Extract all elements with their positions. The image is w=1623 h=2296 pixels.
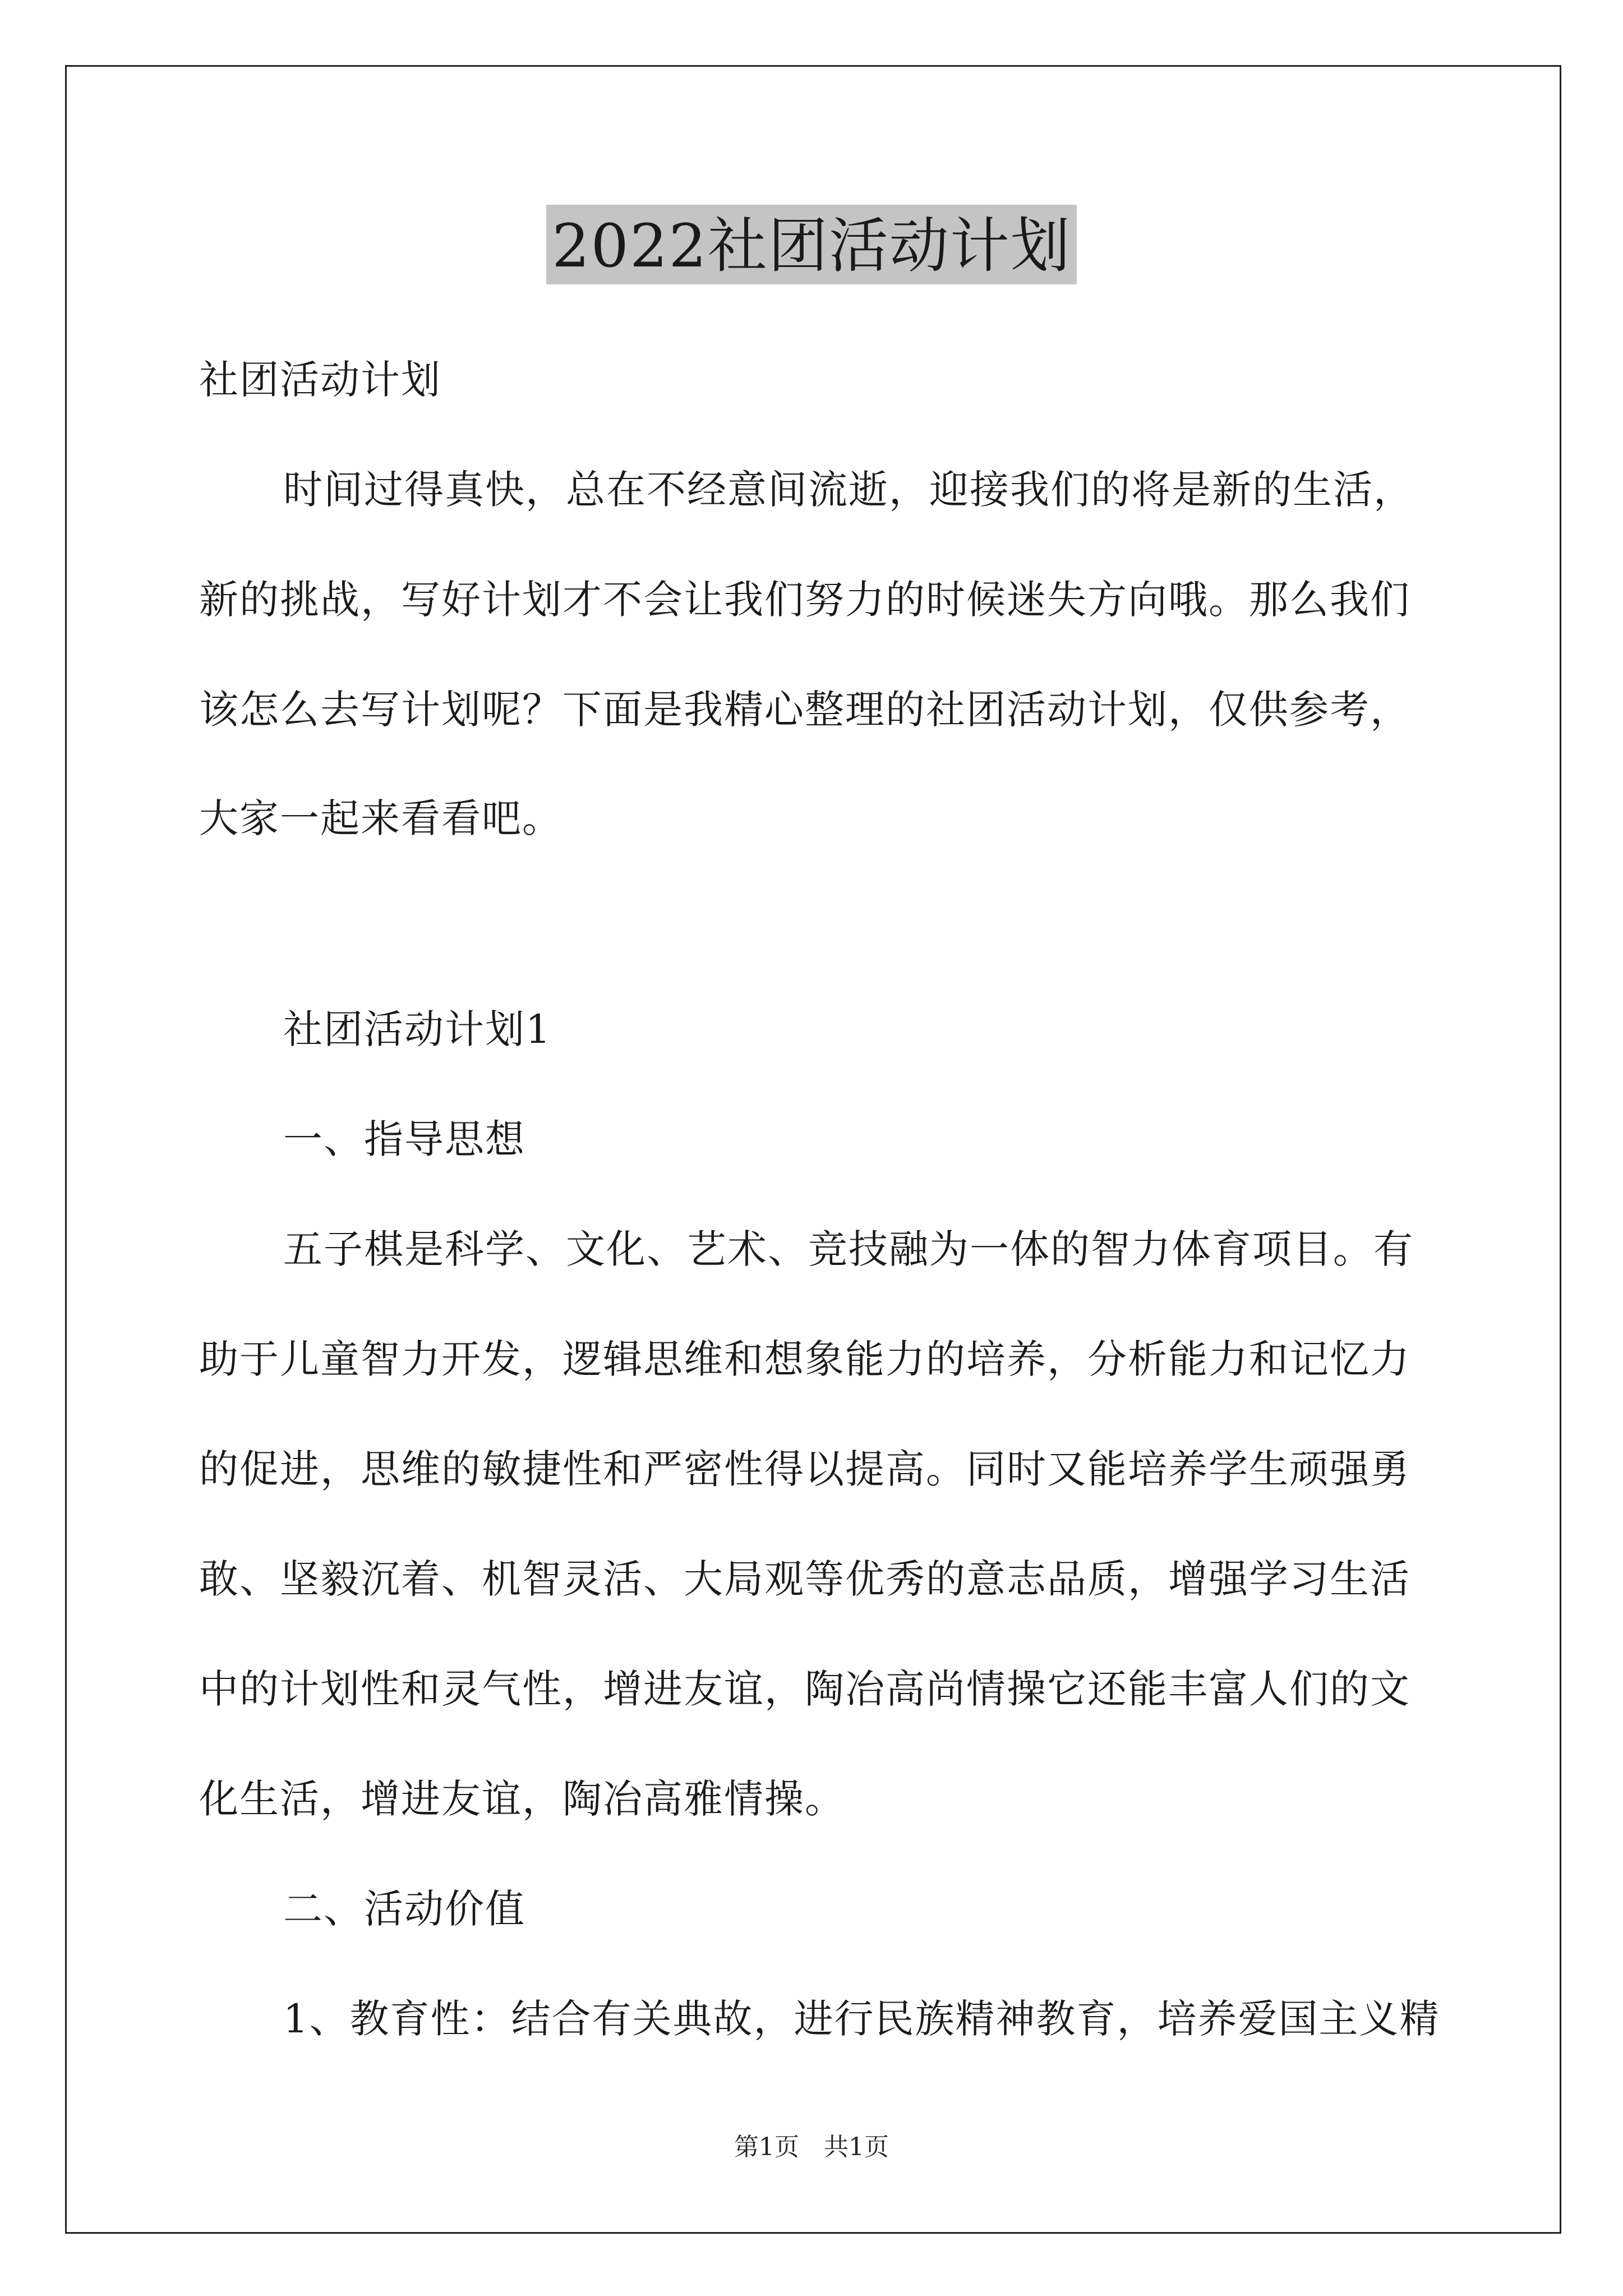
paragraph-line-3: 的促进，思维的敏捷性和严密性得以提高。同时又能培养学生顽强勇 bbox=[199, 1446, 1410, 1492]
intro-line-3: 该怎么去写计划呢？下面是我精心整理的社团活动计划，仅供参考， bbox=[199, 687, 1410, 733]
document-title bbox=[0, 205, 1623, 284]
document-title-text: 2022社团活动计划 bbox=[546, 205, 1077, 284]
paragraph-line-2: 助于儿童智力开发，逻辑思维和想象能力的培养，分析能力和记忆力 bbox=[199, 1336, 1410, 1382]
list-item-education: 1、教育性：结合有关典故，进行民族精神教育，培养爱国主义精 bbox=[283, 1996, 1440, 2042]
section-heading: 社团活动计划1 bbox=[283, 1006, 552, 1052]
heading-guiding-thought: 一、指导思想 bbox=[283, 1116, 525, 1162]
intro-line-1: 时间过得真快，总在不经意间流逝，迎接我们的将是新的生活， bbox=[283, 467, 1414, 513]
paragraph-line-1: 五子棋是科学、文化、艺术、竞技融为一体的智力体育项目。有 bbox=[283, 1226, 1414, 1272]
paragraph-line-4: 敢、坚毅沉着、机智灵活、大局观等优秀的意志品质，增强学习生活 bbox=[199, 1556, 1410, 1602]
paragraph-line-6: 化生活，增进友谊，陶冶高雅情操。 bbox=[199, 1776, 845, 1822]
subtitle-line: 社团活动计划 bbox=[199, 357, 441, 403]
heading-activity-value: 二、活动价值 bbox=[283, 1886, 525, 1932]
intro-line-4: 大家一起来看看吧。 bbox=[199, 795, 562, 841]
intro-line-2: 新的挑战，写好计划才不会让我们努力的时候迷失方向哦。那么我们 bbox=[199, 577, 1410, 623]
paragraph-line-5: 中的计划性和灵气性，增进友谊，陶冶高尚情操它还能丰富人们的文 bbox=[199, 1666, 1410, 1712]
page-footer: 第1页 共1页 bbox=[734, 2133, 889, 2161]
